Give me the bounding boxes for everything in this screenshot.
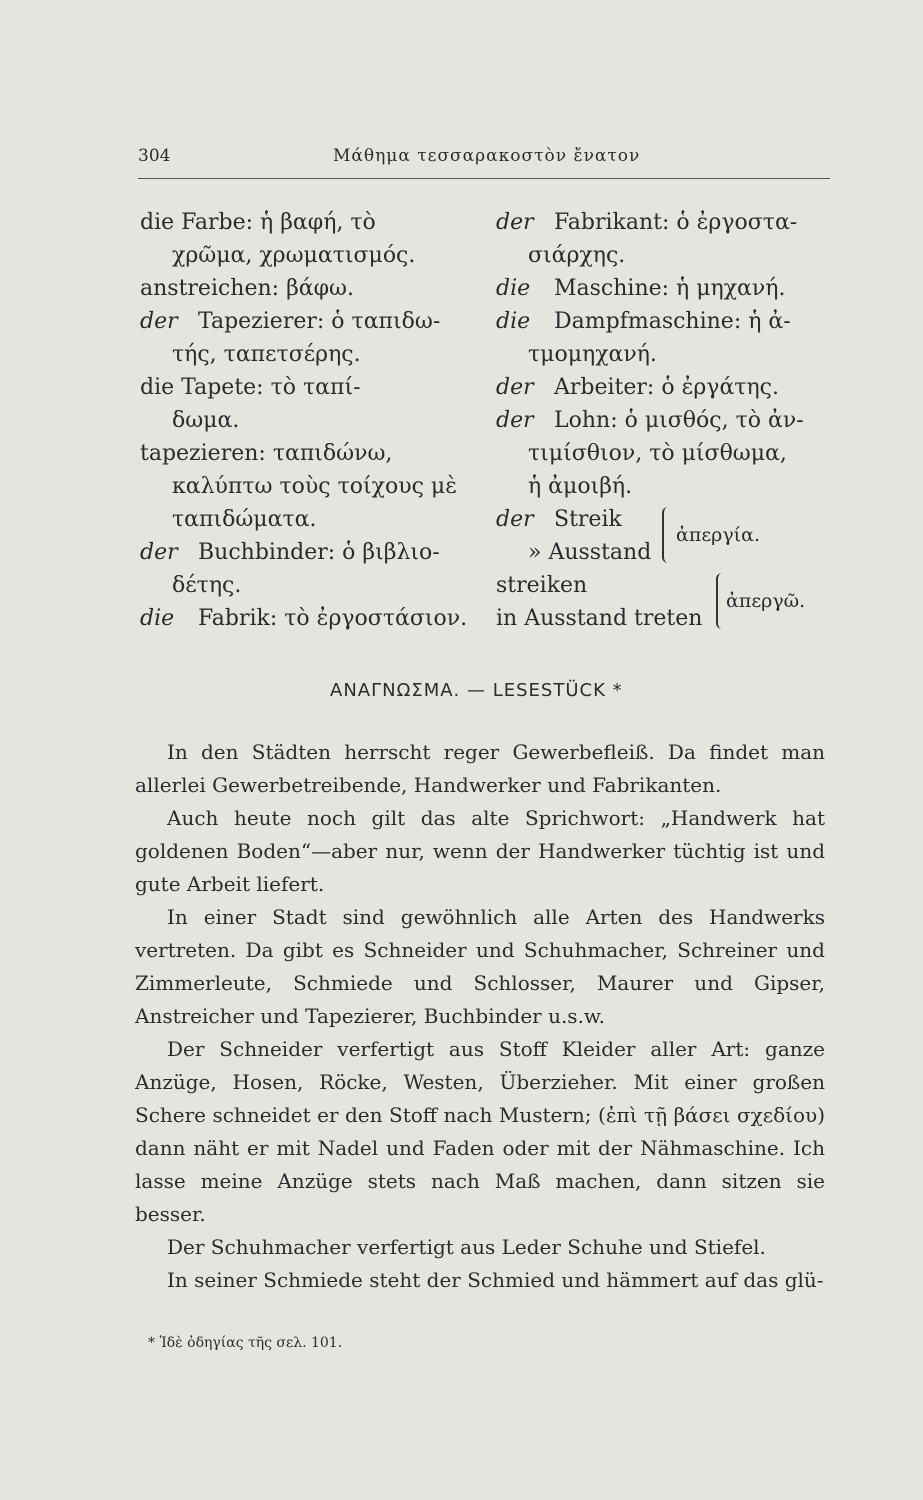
vocab-line: [496, 305, 836, 338]
article: der: [140, 309, 178, 334]
vocab-line: [140, 470, 480, 503]
vocab-line: [140, 239, 480, 272]
paragraph: Auch heute noch gilt das alte Sprichwort: „Handwerk hat goldenen Boden“—aber nur, wenn der Handwerker tüchtig ist und gute Arbeit liefert.: [135, 806, 825, 896]
article: der: [496, 375, 534, 400]
strike-gloss: ἀπεργία.: [676, 524, 761, 546]
page-header: [138, 146, 828, 176]
vocab-line: [496, 404, 836, 437]
vocab-text: τμομηχανή.: [528, 342, 657, 367]
vocab-text: δωμα.: [172, 408, 240, 433]
vocab-line: [140, 371, 480, 404]
streiken-gloss: ἀπεργῶ.: [726, 590, 806, 612]
brace: [716, 573, 724, 629]
vocab-text: τής, ταπετσέρης.: [172, 342, 361, 367]
vocab-line: [496, 470, 836, 503]
vocab-right-column: [496, 206, 836, 635]
streiken-word: streiken: [496, 573, 588, 598]
vocab-line: [140, 602, 480, 635]
strike-entry: [496, 503, 836, 569]
vocab-text: Maschine: ἡ μηχανή.: [554, 276, 786, 301]
paragraph: Der Schneider verfertigt aus Stoff Kleider aller Art: ganze Anzüge, Hosen, Röcke, Westen, Überzieher. Mit einer großen Schere schneidet er den Stoff nach Mustern; (ἐπὶ τῇ βάσει σχεδίου) dann näht er mit Nadel und Faden oder mit der Nähmaschine. Ich lasse meine Anzüge stets nach Maß machen, dann sitzen sie besser.: [135, 1037, 825, 1226]
article: die: [496, 276, 531, 301]
vocab-line: [496, 371, 836, 404]
vocab-line: [496, 206, 836, 239]
article: der: [496, 507, 534, 532]
vocab-line: [496, 338, 836, 371]
vocab-text: τιμίσθιον, τὸ μίσθωμα,: [528, 441, 787, 466]
vocab-text: ἡ ἀμοιβή.: [528, 474, 633, 499]
vocab-text: Fabrikant: ὁ ἐργοστα-: [554, 210, 798, 235]
vocab-line: [140, 272, 480, 305]
article: der: [140, 540, 178, 565]
paragraph: In den Städten herrscht reger Gewerbefleiß. Da findet man allerlei Gewerbetreibende, Handwerker und Fabrikanten.: [135, 740, 825, 797]
streiken-entry: [496, 569, 836, 635]
vocab-line: [140, 338, 480, 371]
ausstand-word: » Ausstand: [528, 540, 652, 565]
header-rule: [138, 178, 830, 179]
vocab-text: ταπιδώματα.: [172, 507, 317, 532]
article: die: [140, 606, 175, 631]
vocab-text: die Tapete: τὸ ταπί-: [140, 375, 361, 400]
vocab-line: [140, 569, 480, 602]
paragraph: In einer Stadt sind gewöhnlich alle Arten des Handwerks vertreten. Da gibt es Schneider und Schuhmacher, Schreiner und Zimmerleute, Schmiede und Schlosser, Maurer und Gipser, Anstreicher und Tapezierer, Buchbinder u.s.w.: [135, 905, 825, 1028]
vocab-text: χρῶμα, χρωματισμός.: [172, 243, 416, 268]
article: der: [496, 408, 534, 433]
vocab-line: [140, 404, 480, 437]
vocab-line: [140, 536, 480, 569]
paragraph: In seiner Schmiede steht der Schmied und hämmert auf das glü-: [167, 1268, 824, 1292]
page-number: 304: [138, 146, 171, 166]
vocab-text: καλύπτω τοὺς τοίχους μὲ: [172, 474, 458, 499]
vocab-line: [140, 305, 480, 338]
footnote: * Ἰδὲ ὁδηγίας τῆς σελ. 101.: [148, 1335, 343, 1351]
vocab-text: Arbeiter: ὁ ἐργάτης.: [554, 375, 779, 400]
vocab-text: Dampfmaschine: ἡ ἀ-: [554, 309, 791, 334]
vocab-text: δέτης.: [172, 573, 242, 598]
vocab-text: die Farbe: ἡ βαφή, τὸ: [140, 210, 376, 235]
vocab-text: Buchbinder: ὁ βιβλιο-: [198, 540, 440, 565]
vocab-line: [140, 206, 480, 239]
running-title: Μάθημα τεσσαρακοστὸν ἔνατον: [333, 146, 641, 166]
paragraph: Der Schuhmacher verfertigt aus Leder Schuhe und Stiefel.: [167, 1235, 766, 1259]
vocab-line: [496, 437, 836, 470]
vocab-text: tapezieren: ταπιδώνω,: [140, 441, 393, 466]
section-title: ΑΝΑΓΝΩΣΜΑ. — LESESTÜCK *: [330, 680, 623, 701]
vocab-line: [496, 239, 836, 272]
vocab-line: [140, 503, 480, 536]
vocab-line: [496, 272, 836, 305]
ausstand-treten-word: in Ausstand treten: [496, 606, 703, 631]
vocab-line: [140, 437, 480, 470]
vocab-text: Fabrik: τὸ ἐργοστάσιον.: [198, 606, 468, 631]
vocab-text: σιάρχης.: [528, 243, 626, 268]
vocab-left-column: [140, 206, 480, 635]
vocab-text: Tapezierer: ὁ ταπιδω-: [198, 309, 441, 334]
article: die: [496, 309, 531, 334]
brace: [662, 507, 672, 563]
vocab-text: Lohn: ὁ μισθός, τὸ ἀν-: [554, 408, 804, 433]
article: der: [496, 210, 534, 235]
strike-word: Streik: [554, 507, 622, 532]
reading-text: [135, 736, 825, 1297]
vocab-text: anstreichen: βάφω.: [140, 276, 354, 301]
